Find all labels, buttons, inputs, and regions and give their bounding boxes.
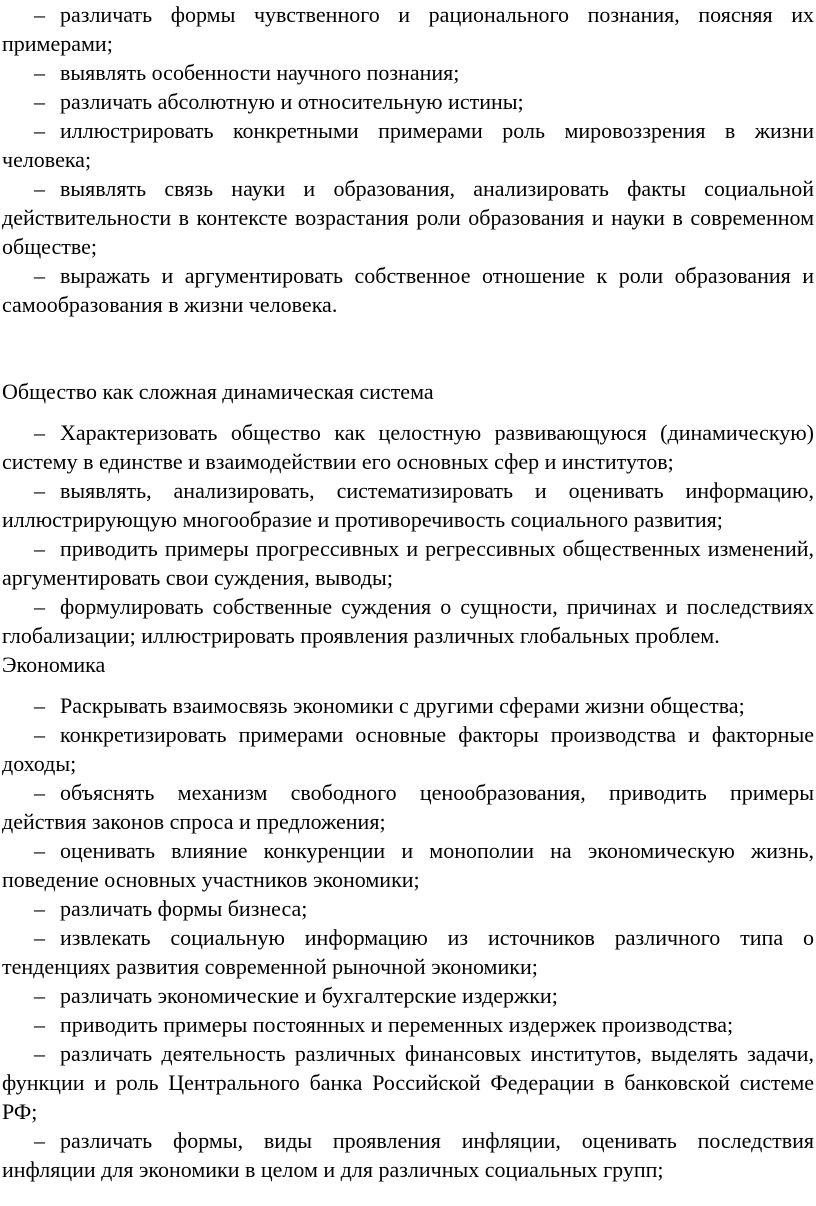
list-item-text: выявлять связь науки и образования, анализировать факты социальной действительности в контексте возрастания роли образования и науки в современном обществе; [2, 176, 814, 259]
list-item [2, 261, 814, 319]
dash-bullet: – [34, 983, 45, 1008]
list-item [2, 691, 814, 720]
list-item [2, 923, 814, 981]
dash-bullet: – [34, 722, 45, 747]
list-item-text: выражать и аргументировать собственное отношение к роли образования и самообразования в жизни человека. [2, 263, 814, 317]
list-item-text: Характеризовать общество как целостную развивающуюся (динамическую) систему в единстве и взаимодействии его основных сфер и институтов; [2, 420, 814, 474]
list-item-text: извлекать социальную информацию из источников различного типа о тенденциях развития современной рыночной экономики; [2, 925, 814, 979]
dash-bullet: – [34, 2, 45, 27]
list-item [2, 87, 814, 116]
society-list [2, 418, 814, 650]
list-item-text: оценивать влияние конкуренции и монополии на экономическую жизнь, поведение основных участников экономики; [2, 838, 814, 892]
dash-bullet: – [34, 536, 45, 561]
dash-bullet: – [34, 420, 45, 445]
list-item [2, 1039, 814, 1126]
list-item [2, 174, 814, 261]
dash-bullet: – [34, 1041, 45, 1066]
list-item-text: приводить примеры прогрессивных и регрессивных общественных изменений, аргументировать свои суждения, выводы; [2, 536, 814, 590]
list-item-text: различать экономические и бухгалтерские издержки; [60, 983, 558, 1008]
list-item-text: иллюстрировать конкретными примерами роль мировоззрения в жизни человека; [2, 118, 814, 172]
list-item [2, 720, 814, 778]
dash-bullet: – [34, 594, 45, 619]
dash-bullet: – [34, 60, 45, 85]
list-item-text: выявлять, анализировать, систематизировать и оценивать информацию, иллюстрирующую многообразие и противоречивость социального развития; [2, 478, 814, 532]
list-item [2, 534, 814, 592]
dash-bullet: – [34, 693, 45, 718]
spacer [2, 406, 814, 418]
dash-bullet: – [34, 1128, 45, 1153]
list-item [2, 418, 814, 476]
list-item-text: приводить примеры постоянных и переменных издержек производства; [60, 1012, 734, 1037]
dash-bullet: – [34, 176, 45, 201]
list-item [2, 0, 814, 58]
list-item-text: конкретизировать примерами основные факторы производства и факторные доходы; [2, 722, 814, 776]
list-item [2, 58, 814, 87]
list-item-text: различать формы, виды проявления инфляции, оценивать последствия инфляции для экономики в целом и для различных социальных групп; [2, 1128, 814, 1182]
list-item-text: различать формы бизнеса; [60, 896, 308, 921]
spacer [2, 679, 814, 691]
list-item [2, 116, 814, 174]
list-item-text: выявлять особенности научного познания; [60, 60, 460, 85]
list-item-text: формулировать собственные суждения о сущности, причинах и последствиях глобализации; иллюстрировать проявления различных глобальных проблем. [2, 594, 814, 648]
list-item [2, 1126, 814, 1184]
list-item-text: различать деятельность различных финансовых институтов, выделять задачи, функции и роль Центрального банка Российской Федерации в банковской системе РФ; [2, 1041, 814, 1124]
section-heading-economy: Экономика [2, 652, 106, 677]
dash-bullet: – [34, 896, 45, 921]
section-heading-society: Общество как сложная динамическая система [2, 379, 434, 404]
list-item-text: объяснять механизм свободного ценообразования, приводить примеры действия законов спроса и предложения; [2, 780, 814, 834]
dash-bullet: – [34, 478, 45, 503]
economy-list [2, 691, 814, 1184]
list-item [2, 981, 814, 1010]
list-item [2, 1010, 814, 1039]
spacer [2, 319, 814, 377]
list-item [2, 894, 814, 923]
knowledge-list [2, 0, 814, 319]
dash-bullet: – [34, 838, 45, 863]
dash-bullet: – [34, 89, 45, 114]
dash-bullet: – [34, 1012, 45, 1037]
dash-bullet: – [34, 925, 45, 950]
list-item-text: Раскрывать взаимосвязь экономики с другими сферами жизни общества; [60, 693, 745, 718]
list-item [2, 592, 814, 650]
list-item [2, 476, 814, 534]
dash-bullet: – [34, 263, 45, 288]
list-item-text: различать формы чувственного и рационального познания, поясняя их примерами; [2, 2, 814, 56]
dash-bullet: – [34, 118, 45, 143]
list-item [2, 778, 814, 836]
list-item [2, 836, 814, 894]
dash-bullet: – [34, 780, 45, 805]
list-item-text: различать абсолютную и относительную истины; [60, 89, 524, 114]
